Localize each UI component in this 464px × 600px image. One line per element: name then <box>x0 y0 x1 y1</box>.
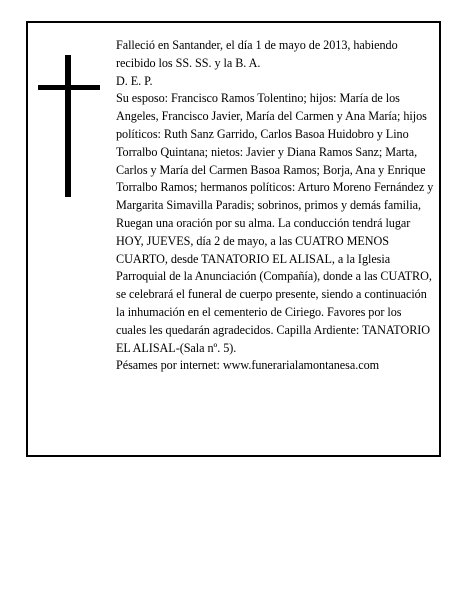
rip-line: D. E. P. <box>116 73 153 88</box>
cross-horizontal-bar <box>38 85 100 90</box>
condolences-line: Pésames por internet: www.funerarialamontanesa.com <box>116 358 380 373</box>
death-announcement: Falleció en Santander, el día 1 de mayo de 2013, habiendo recibido los SS. SS. y la B. A. <box>116 38 398 70</box>
obituary-notice <box>26 21 441 457</box>
latin-cross-icon <box>38 55 100 197</box>
cross-vertical-bar <box>65 55 71 197</box>
obituary-text <box>116 37 434 375</box>
funeral-details: Ruegan una oración por su alma. La conducción tendrá lugar HOY, JUEVES, día 2 de mayo, a las CUATRO MENOS CUARTO, desde TANATORIO EL ALISAL, a la Iglesia Parroquial de la Anunciación (Compañía), donde a las CUATRO, se celebrará el funeral de cuerpo presente, siendo a continuación la inhumación en el cementerio de Ciriego. Favores por los cuales les quedarán agradecidos. Capilla Ardiente: TANATORIO EL ALISAL-(Sala nº. 5). <box>116 215 432 355</box>
family-list: Su esposo: Francisco Ramos Tolentino; hijos: María de los Angeles, Francisco Javier, María del Carmen y Ana María; hijos políticos: Ruth Sanz Garrido, Carlos Basoa Huidobro y Lino Torralbo Quintana; nietos: Javier y Diana Ramos Sanz; Marta, Carlos y María del Carmen Basoa Ramos; Borja, Ana y Enrique Torralbo Ramos; hermanos políticos: Arturo Moreno Fernández y Margarita Simavilla Paradis; sobrinos, primos y demás familia, <box>116 91 434 213</box>
